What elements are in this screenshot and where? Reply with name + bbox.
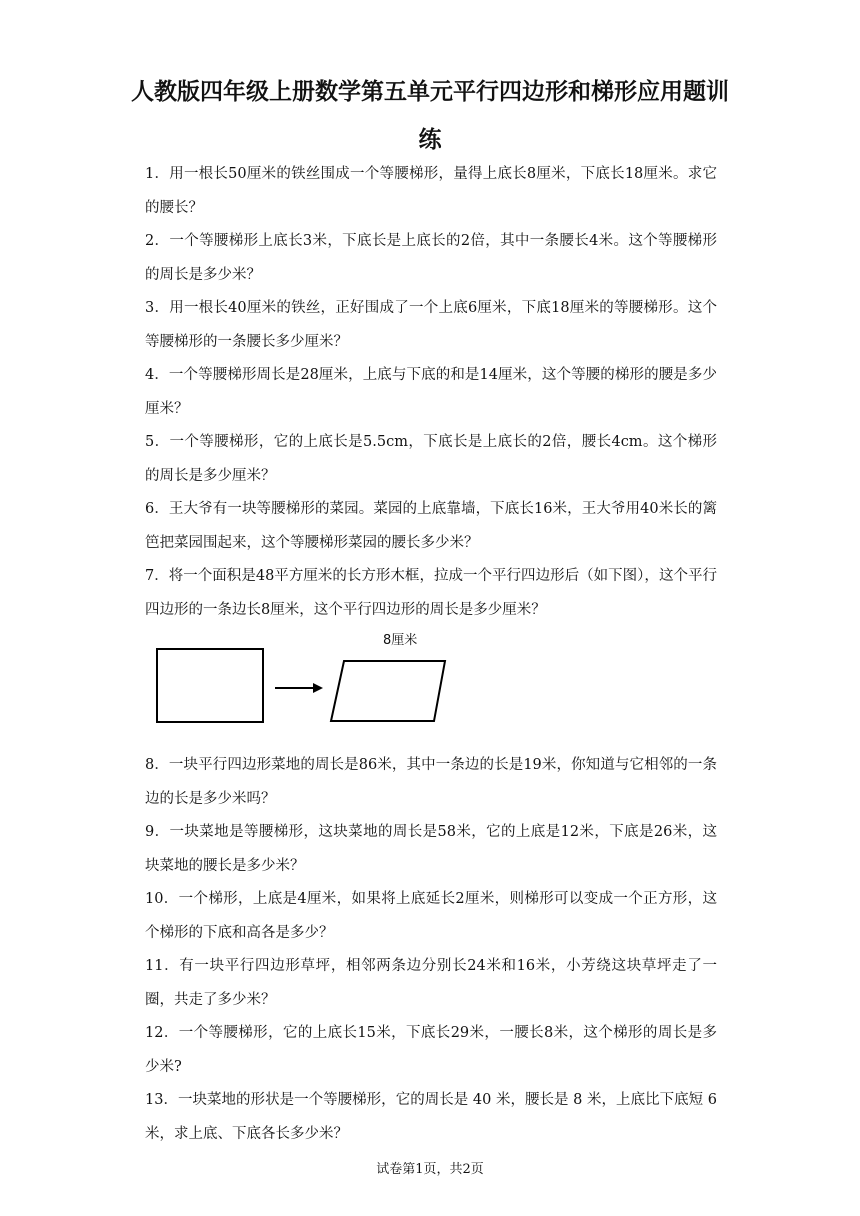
arrow-head bbox=[313, 683, 323, 693]
question-11: 11．有一块平行四边形草坪，相邻两条边分别长24米和16米，小芳绕这块草坪走了一圈，共走了多少米？ bbox=[145, 958, 717, 1008]
side-length-label: 8厘米 bbox=[383, 633, 418, 648]
question-12: 12．一个等腰梯形，它的上底长15米，下底长29米，一腰长8米，这个梯形的周长是多少米? bbox=[145, 1025, 717, 1075]
rectangle-shape bbox=[157, 649, 263, 722]
question-8: 8．一块平行四边形菜地的周长是86米，其中一条边的长是19米，你知道与它相邻的一条边的长是多少米吗？ bbox=[145, 757, 717, 807]
question-5: 5．一个等腰梯形，它的上底长是5.5cm，下底长是上底长的2倍，腰长4cm。这个梯形的周长是多少厘米？ bbox=[145, 434, 717, 484]
parallelogram-shape bbox=[331, 661, 445, 721]
question-13: 13．一块菜地的形状是一个等腰梯形，它的周长是 40 米，腰长是 8 米，上底比下底短 6 米，求上底、下底各长多少米？ bbox=[145, 1092, 717, 1142]
question-list bbox=[145, 158, 717, 1151]
question-10: 10．一个梯形，上底是4厘米，如果将上底延长2厘米，则梯形可以变成一个正方形，这个梯形的下底和高各是多少？ bbox=[145, 891, 717, 941]
page-title: 人教版四年级上册数学第五单元平行四边形和梯形应用题训练 bbox=[131, 79, 729, 153]
rectangle-to-parallelogram-figure bbox=[145, 631, 717, 743]
question-7: 7．将一个面积是48平方厘米的长方形木框，拉成一个平行四边形后（如下图），这个平行四边形的一条边长8厘米，这个平行四边形的周长是多少厘米？ bbox=[145, 568, 717, 618]
question-9: 9．一块菜地是等腰梯形，这块菜地的周长是58米，它的上底是12米，下底是26米，这块菜地的腰长是多少米？ bbox=[145, 824, 717, 874]
question-6: 6．王大爷有一块等腰梯形的菜园。菜园的上底靠墙，下底长16米，王大爷用40米长的篱笆把菜园围起来，这个等腰梯形菜园的腰长多少米？ bbox=[145, 501, 717, 551]
question-4: 4．一个等腰梯形周长是28厘米，上底与下底的和是14厘米，这个等腰的梯形的腰是多少厘米？ bbox=[145, 367, 717, 417]
question-2: 2．一个等腰梯形上底长3米，下底长是上底长的2倍，其中一条腰长4米。这个等腰梯形的周长是多少米？ bbox=[145, 233, 717, 283]
question-1: 1．用一根长50厘米的铁丝围成一个等腰梯形，量得上底长8厘米，下底长18厘米。求它的腰长？ bbox=[145, 166, 717, 216]
page-footer: 试卷第1页，共2页 bbox=[376, 1162, 484, 1177]
question-3: 3．用一根长40厘米的铁丝，正好围成了一个上底6厘米，下底18厘米的等腰梯形。这个等腰梯形的一条腰长多少厘米？ bbox=[145, 300, 717, 350]
